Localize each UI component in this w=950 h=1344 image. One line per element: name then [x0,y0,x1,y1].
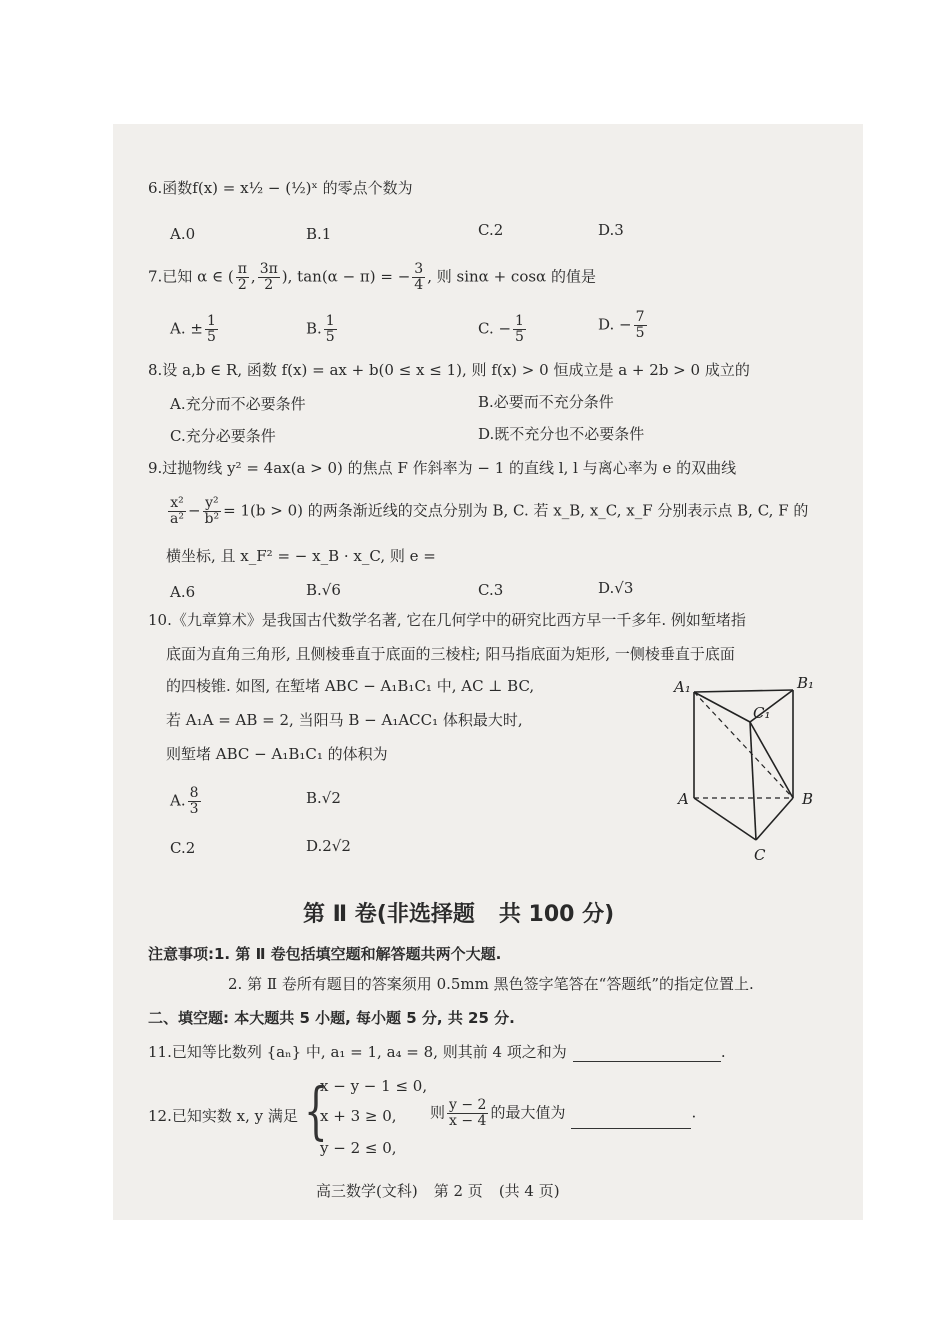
q7-option-d: D. − $\frac{7}{5}$ [598,309,645,341]
q9-line-1: 9.过抛物线 y² = 4ax(a > 0) 的焦点 F 作斜率为 − 1 的直线 l, l 与离心率为 e 的双曲线 [148,459,737,477]
q10-line-5: 则堑堵 ABC − A₁B₁C₁ 的体积为 [166,745,388,763]
q12-target: 则 $\frac{y - 2}{x - 4}$ 的最大值为 . [430,1097,697,1129]
edge-c1-c [750,722,756,840]
q6-stem: 6.函数f(x) = x½ − (½)ˣ 的零点个数为 [148,179,413,197]
q10-option-d: D.2√2 [306,837,351,855]
notes-line-2: 2. 第 Ⅱ 卷所有题目的答案须用 0.5mm 黑色签字笔答在“答题纸”的指定位置上. [228,975,754,993]
q10-line-1: 10.《九章算术》是我国古代数学名著, 它在几何学中的研究比西方早一千多年. 例如堑堵指 [148,611,746,629]
q12-prefix: 12.已知实数 x, y 满足 [148,1107,298,1125]
q6-option-b: B.1 [306,225,332,243]
footer-page: 第 2 页 [433,1182,483,1200]
q7-option-b: B. $\frac{1}{5}$ [306,313,335,345]
q8-stem: 8.设 a,b ∈ R, 函数 f(x) = ax + b(0 ≤ x ≤ 1), 则 f(x) > 0 恒成立是 a + 2b > 0 成立的 [148,361,750,379]
label-c: C [754,846,766,864]
label-c1: C₁ [753,704,771,722]
q12-brace: { [304,1074,328,1147]
q6-option-a: A.0 [170,225,196,243]
q8-option-c: C.充分必要条件 [170,427,276,445]
label-b: B [802,790,814,808]
q12-answer-blank[interactable] [571,1112,691,1129]
q9-line-3: 横坐标, 且 x_F² = − x_B · x_C, 则 e = [166,547,436,565]
q11-answer-blank[interactable] [573,1045,721,1062]
edge-a-c [694,798,756,840]
edge-a1-c1 [694,692,750,722]
q7-option-c: C. − $\frac{1}{5}$ [478,313,524,345]
q10-option-c: C.2 [170,839,196,857]
q8-option-d: D.既不充分也不必要条件 [478,425,645,443]
edge-a1-b1 [694,690,793,692]
q12-constraint-3: y − 2 ≤ 0, [320,1139,397,1157]
q12-constraint-1: x − y − 1 ≤ 0, [320,1077,428,1095]
q9-option-c: C.3 [478,581,504,599]
q7-stem: 7.已知 α ∈ ( $\frac{\pi}{2}$ , $\frac{3\pi}{2}$ ), tan(α − π) = − $\frac{3}{4}$ , 则 sinα + cosα 的值是 [148,261,596,293]
edge-c-b [756,798,793,840]
part2-title: 第 Ⅱ 卷(非选择题 共 100 分) [303,902,615,927]
q10-line-3: 的四棱锥. 如图, 在堑堵 ABC − A₁B₁C₁ 中, AC ⊥ BC, [166,677,535,695]
edge-c1-b [750,722,793,798]
q9-option-b: B.√6 [306,581,341,599]
notes-line-1: 注意事项:1. 第 Ⅱ 卷包括填空题和解答题共两个大题. [148,945,502,963]
label-a: A [678,790,689,808]
q7-option-a: A. ± $\frac{1}{5}$ [170,313,216,345]
q8-option-a: A.充分而不必要条件 [170,395,306,413]
footer-subject: 高三数学(文科) [316,1182,418,1200]
q10-line-4: 若 A₁A = AB = 2, 当阳马 B − A₁ACC₁ 体积最大时, [166,711,523,729]
label-b1: B₁ [797,674,815,692]
q9-option-d: D.√3 [598,579,634,597]
label-a1: A₁ [674,678,691,696]
q6-option-c: C.2 [478,221,504,239]
footer-total: (共 4 页) [498,1182,560,1200]
q12-constraint-2: x + 3 ≥ 0, [320,1107,397,1125]
q11-stem: 11.已知等比数列 {aₙ} 中, a₁ = 1, a₄ = 8, 则其前 4 项之和为 . [148,1043,726,1061]
hidden-edge-a1-b [694,692,793,798]
section2-header: 二、填空题: 本大题共 5 小题, 每小题 5 分, 共 25 分. [148,1009,515,1027]
q10-option-a: A. $\frac{8}{3}$ [170,785,199,817]
q6-option-d: D.3 [598,221,624,239]
q10-option-b: B.√2 [306,789,341,807]
prism-figure [670,670,830,870]
q8-option-b: B.必要而不充分条件 [478,393,614,411]
q10-line-2: 底面为直角三角形, 且侧棱垂直于底面的三棱柱; 阳马指底面为矩形, 一侧棱垂直于底面 [166,645,735,663]
page-footer [316,1181,576,1201]
q9-line-2: $\frac{\text{x²}}{\text{a²}}$ − $\frac{\text{y²}}{\text{b²}}$ = 1(b > 0) 的两条渐近线的交点分别为 B, C. 若 x_B, x_C, x_F 分别表示点 B, C, F 的 [170,495,809,527]
q9-option-a: A.6 [170,583,196,601]
